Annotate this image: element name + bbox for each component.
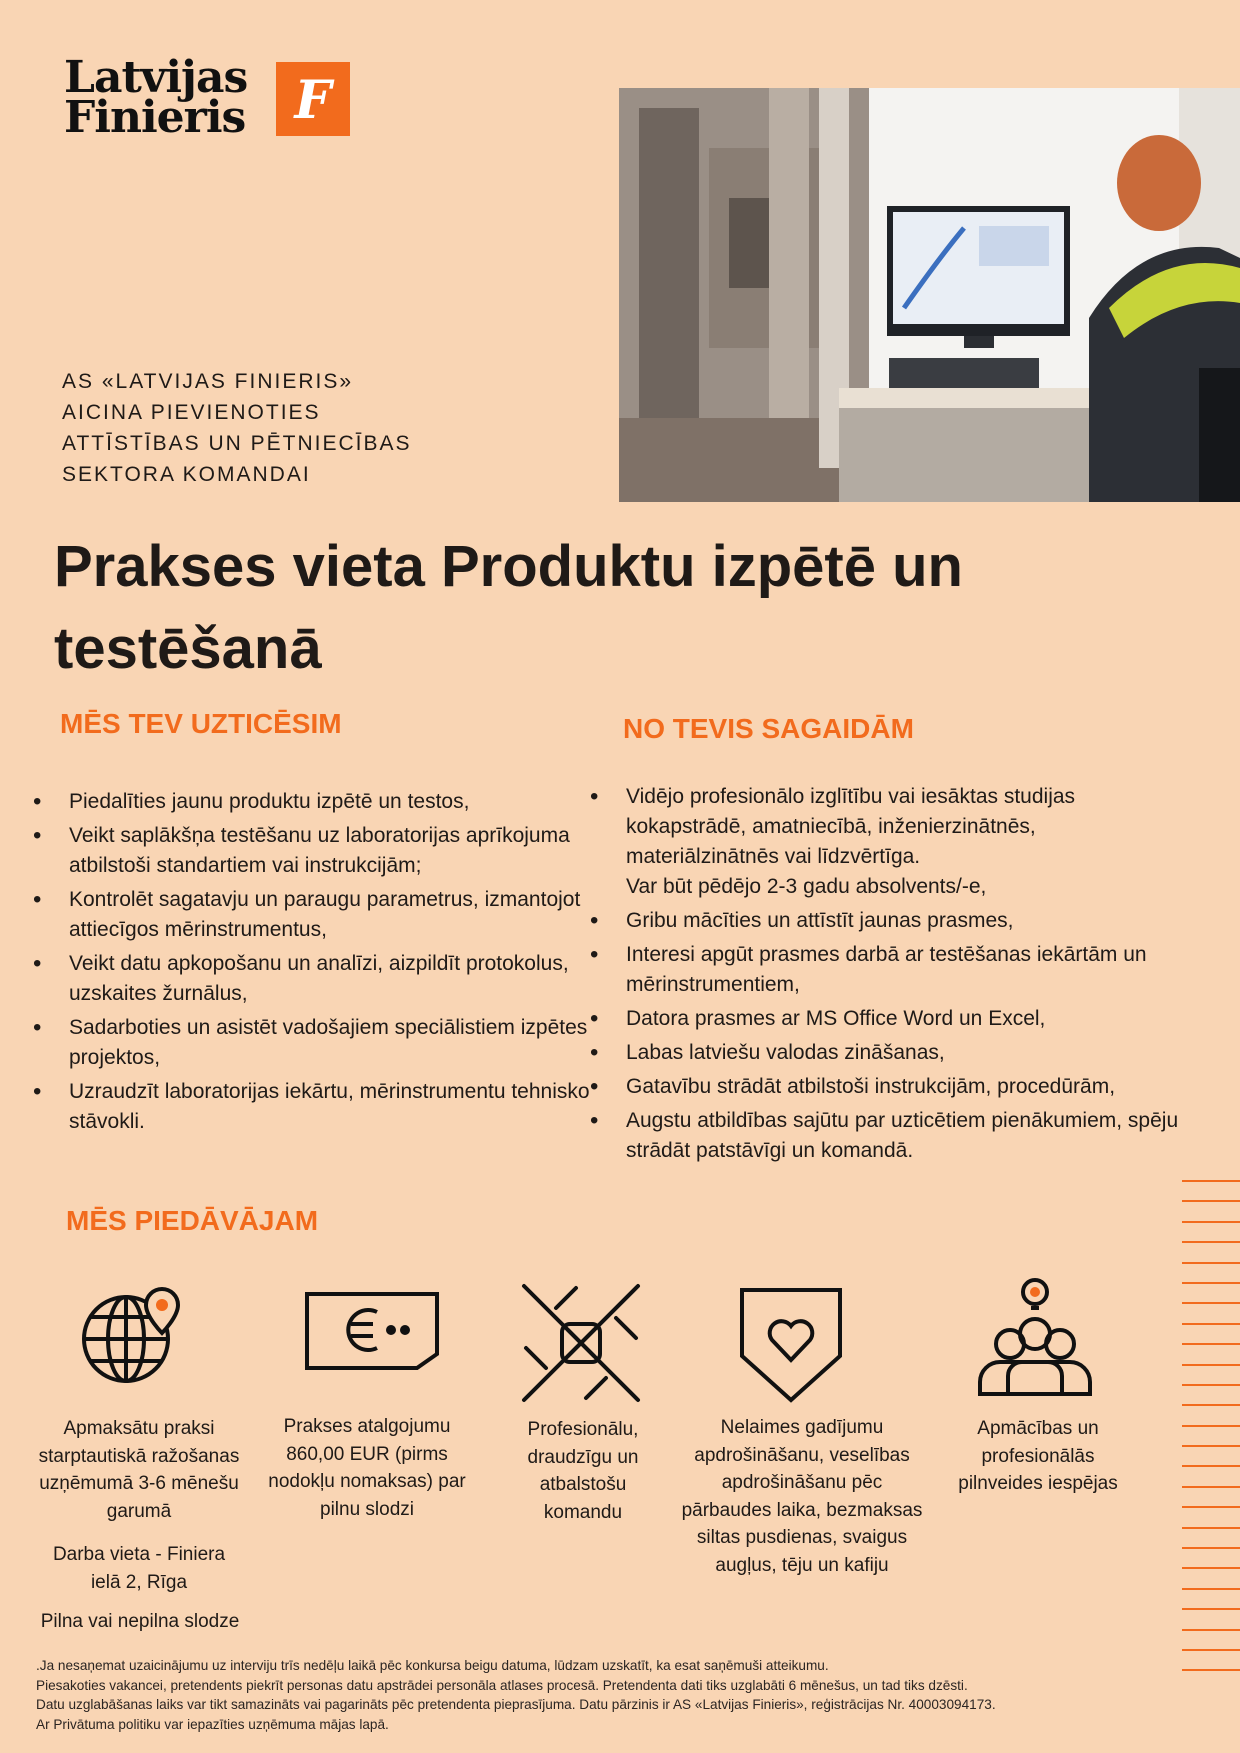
list-item-text: Vidējo profesionālo izglītību vai iesāktas studijas kokapstrādē, amatniecībā, inženierzinātnēs, materiālzinātnēs vai līdzvērtīga. [626,785,1076,868]
intro-text [62,366,412,490]
people-idea-icon [976,1278,1094,1396]
footer-line: .Ja nesaņemat uzaicinājumu uz interviju trīs nedēļu laikā pēc konkursa beigu datuma, lūdzam uzskatīt, ka esat saņēmuši atteikumu. [36,1658,829,1673]
intro-line: ATTĪSTĪBAS UN PĒTNIECĪBAS [62,432,412,455]
list-item: • Veikt datu apkopošanu un analīzi, aizpildīt protokolus, uzskaites žurnālus, [33,949,593,1009]
benefit-team [508,1416,658,1526]
list-item: • Interesi apgūt prasmes darbā ar testēšanas iekārtām un mērinstrumentiem, [590,940,1190,1000]
list-item: • Labas latviešu valodas zināšanas, [590,1038,1190,1068]
intro-line: SEKTORA KOMANDAI [62,463,311,486]
page-title: Prakses vieta Produktu izpētē un testēšanā [54,534,963,681]
list-item: • Kontrolēt sagatavju un paraugu parametrus, izmantojot attiecīgos mērinstrumentus, [33,885,593,945]
list-item: • Veikt saplākšņa testēšanu uz laboratorijas aprīkojuma atbilstoši standartiem vai instrukcijām; [33,821,593,881]
logo-mark-icon [276,62,350,136]
list-item: • Uzraudzīt laboratorijas iekārtu, mērinstrumentu tehnisko stāvokli. [33,1077,593,1137]
right-section-list [590,782,1190,1170]
list-item: • Augstu atbildības sajūtu par uzticētiem pienākumiem, spēju strādāt patstāvīgi un komandā. [590,1106,1190,1166]
teamwork-hands-icon [518,1280,644,1406]
footer-line: Datu uzglabāšanas laiks var tikt samazināts vai pagarināts pēc pretendenta pieprasījuma. Datu pārzinis ir AS «Latvijas Finieris», reģistrācijas Nr. 40003094173. [36,1697,996,1712]
left-section-list [33,787,593,1141]
globe-location-icon [80,1283,184,1387]
euro-banknote-icon [303,1290,441,1372]
heart-shield-icon [738,1286,844,1404]
right-section-heading: NO TEVIS SAGAIDĀM [623,713,914,744]
left-section-heading: MĒS TEV UZTICĒSIM [60,708,342,739]
benefit-text: Nelaimes gadījumu apdrošināšanu, veselības apdrošināšanu pēc pārbaudes laika, bezmaksas siltas pusdienas, svaigus augļus, tēju un kafiju [681,1417,923,1576]
offer-heading: MĒS PIEDĀVĀJAM [66,1205,319,1236]
list-item: • Piedalīties jaunu produktu izpētē un testos, [33,787,593,817]
logo-line-2: Finieris [64,92,246,143]
logo-mark-letter: F [294,70,332,131]
benefit-text: Apmācības un profesionālās pilnveides iespējas [958,1418,1118,1494]
list-item: • Gatavību strādāt atbilstoši instrukcijām, procedūrām, [590,1072,1190,1102]
company-logo-wordmark [64,52,248,143]
benefit-training [946,1415,1130,1498]
list-item: • Datora prasmes ar MS Office Word un Excel, [590,1004,1190,1034]
benefit-internship [30,1415,248,1525]
benefit-location [40,1541,238,1596]
list-item [590,782,1190,902]
list-item-extra: Var būt pēdējo 2-3 gadu absolvents/-e, [626,875,987,898]
footer-line: Piesakoties vakancei, pretendents piekrīt personas datu apstrādei personāla atlases procesā. Pretendenta dati tiks uzglabāti 6 mēnešus, un tad tiks dzēsti. [36,1677,968,1693]
benefit-text: Profesionālu, draudzīgu un atbalstošu komandu [527,1419,639,1523]
benefit-salary [268,1413,466,1523]
benefit-text: Pilna vai nepilna slodze [40,1611,240,1632]
decorative-stripes [1182,1180,1240,1690]
benefit-workload [20,1608,260,1636]
benefit-insurance [680,1414,924,1579]
benefit-text: Apmaksātu praksi starptautiskā ražošanas uzņēmumā 3-6 mēnešu garumā [38,1418,240,1522]
laboratory-photo [619,88,1240,502]
benefit-text: Prakses atalgojumu 860,00 EUR (pirms nodokļu nomaksas) par pilnu slodzi [268,1416,466,1520]
footer-line: Ar Privātuma politiku var iepazīties uzņēmuma mājas lapā. [36,1716,389,1732]
list-item: • Gribu mācīties un attīstīt jaunas prasmes, [590,906,1190,936]
footer-notice [36,1656,1136,1734]
benefit-text: Darba vieta - Finiera ielā 2, Rīga [52,1544,226,1593]
list-item: • Sadarboties un asistēt vadošajiem speciālistiem izpētes projektos, [33,1013,593,1073]
intro-line: AICINA PIEVIENOTIES [62,401,321,424]
logo-line-1: Latvijas [64,52,248,103]
intro-line: AS «LATVIJAS FINIERIS» [62,370,354,393]
